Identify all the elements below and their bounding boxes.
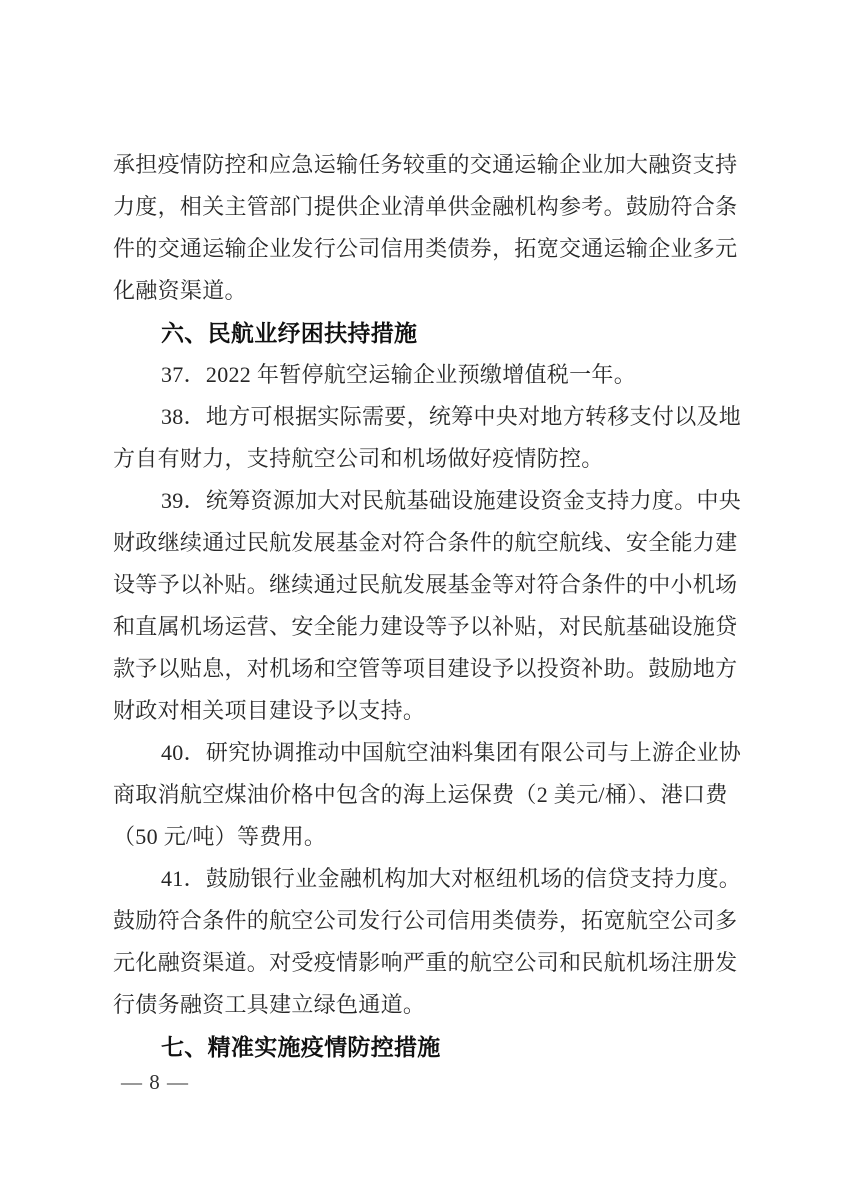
body-line: （50 元/吨）等费用。: [113, 824, 327, 849]
document-text: [113, 144, 743, 1068]
body-line: 元化融资渠道。对受疫情影响严重的航空公司和民航机场注册发: [113, 950, 738, 975]
body-line-item-41: 41．鼓励银行业金融机构加大对枢纽机场的信贷支持力度。: [161, 866, 742, 891]
body-line-item-40: 40．研究协调推动中国航空油料集团有限公司与上游企业协: [161, 740, 742, 765]
body-line-item-39: 39．统筹资源加大对民航基础设施建设资金支持力度。中央: [161, 488, 742, 513]
body-line-item-38: 38．地方可根据实际需要，统筹中央对地方转移支付以及地: [161, 404, 742, 429]
body-line: 承担疫情防控和应急运输任务较重的交通运输企业加大融资支持: [113, 152, 738, 177]
body-line-item-37: 37．2022 年暂停航空运输企业预缴增值税一年。: [161, 362, 637, 387]
body-line: 件的交通运输企业发行公司信用类债券，拓宽交通运输企业多元: [113, 236, 738, 261]
section-heading-seven: 七、精准实施疫情防控措施: [161, 1034, 441, 1060]
section-heading-six: 六、民航业纾困扶持措施: [161, 320, 418, 346]
body-line: 和直属机场运营、安全能力建设等予以补贴，对民航基础设施贷: [113, 614, 738, 639]
body-line: 财政继续通过民航发展基金对符合条件的航空航线、安全能力建: [113, 530, 738, 555]
body-line: 设等予以补贴。继续通过民航发展基金等对符合条件的中小机场: [113, 572, 738, 597]
page-number-footer: — 8 —: [121, 1070, 189, 1094]
body-line: 商取消航空煤油价格中包含的海上运保费（2 美元/桶）、港口费: [113, 782, 728, 807]
body-line: 财政对相关项目建设予以支持。: [113, 698, 426, 723]
body-line: 力度，相关主管部门提供企业清单供金融机构参考。鼓励符合条: [113, 194, 738, 219]
body-line: 款予以贴息，对机场和空管等项目建设予以投资补助。鼓励地方: [113, 656, 738, 681]
body-line: 方自有财力，支持航空公司和机场做好疫情防控。: [113, 446, 604, 471]
body-line: 鼓励符合条件的航空公司发行公司信用类债券，拓宽航空公司多: [113, 908, 738, 933]
body-line: 行债务融资工具建立绿色通道。: [113, 992, 426, 1017]
body-line: 化融资渠道。: [113, 278, 247, 303]
